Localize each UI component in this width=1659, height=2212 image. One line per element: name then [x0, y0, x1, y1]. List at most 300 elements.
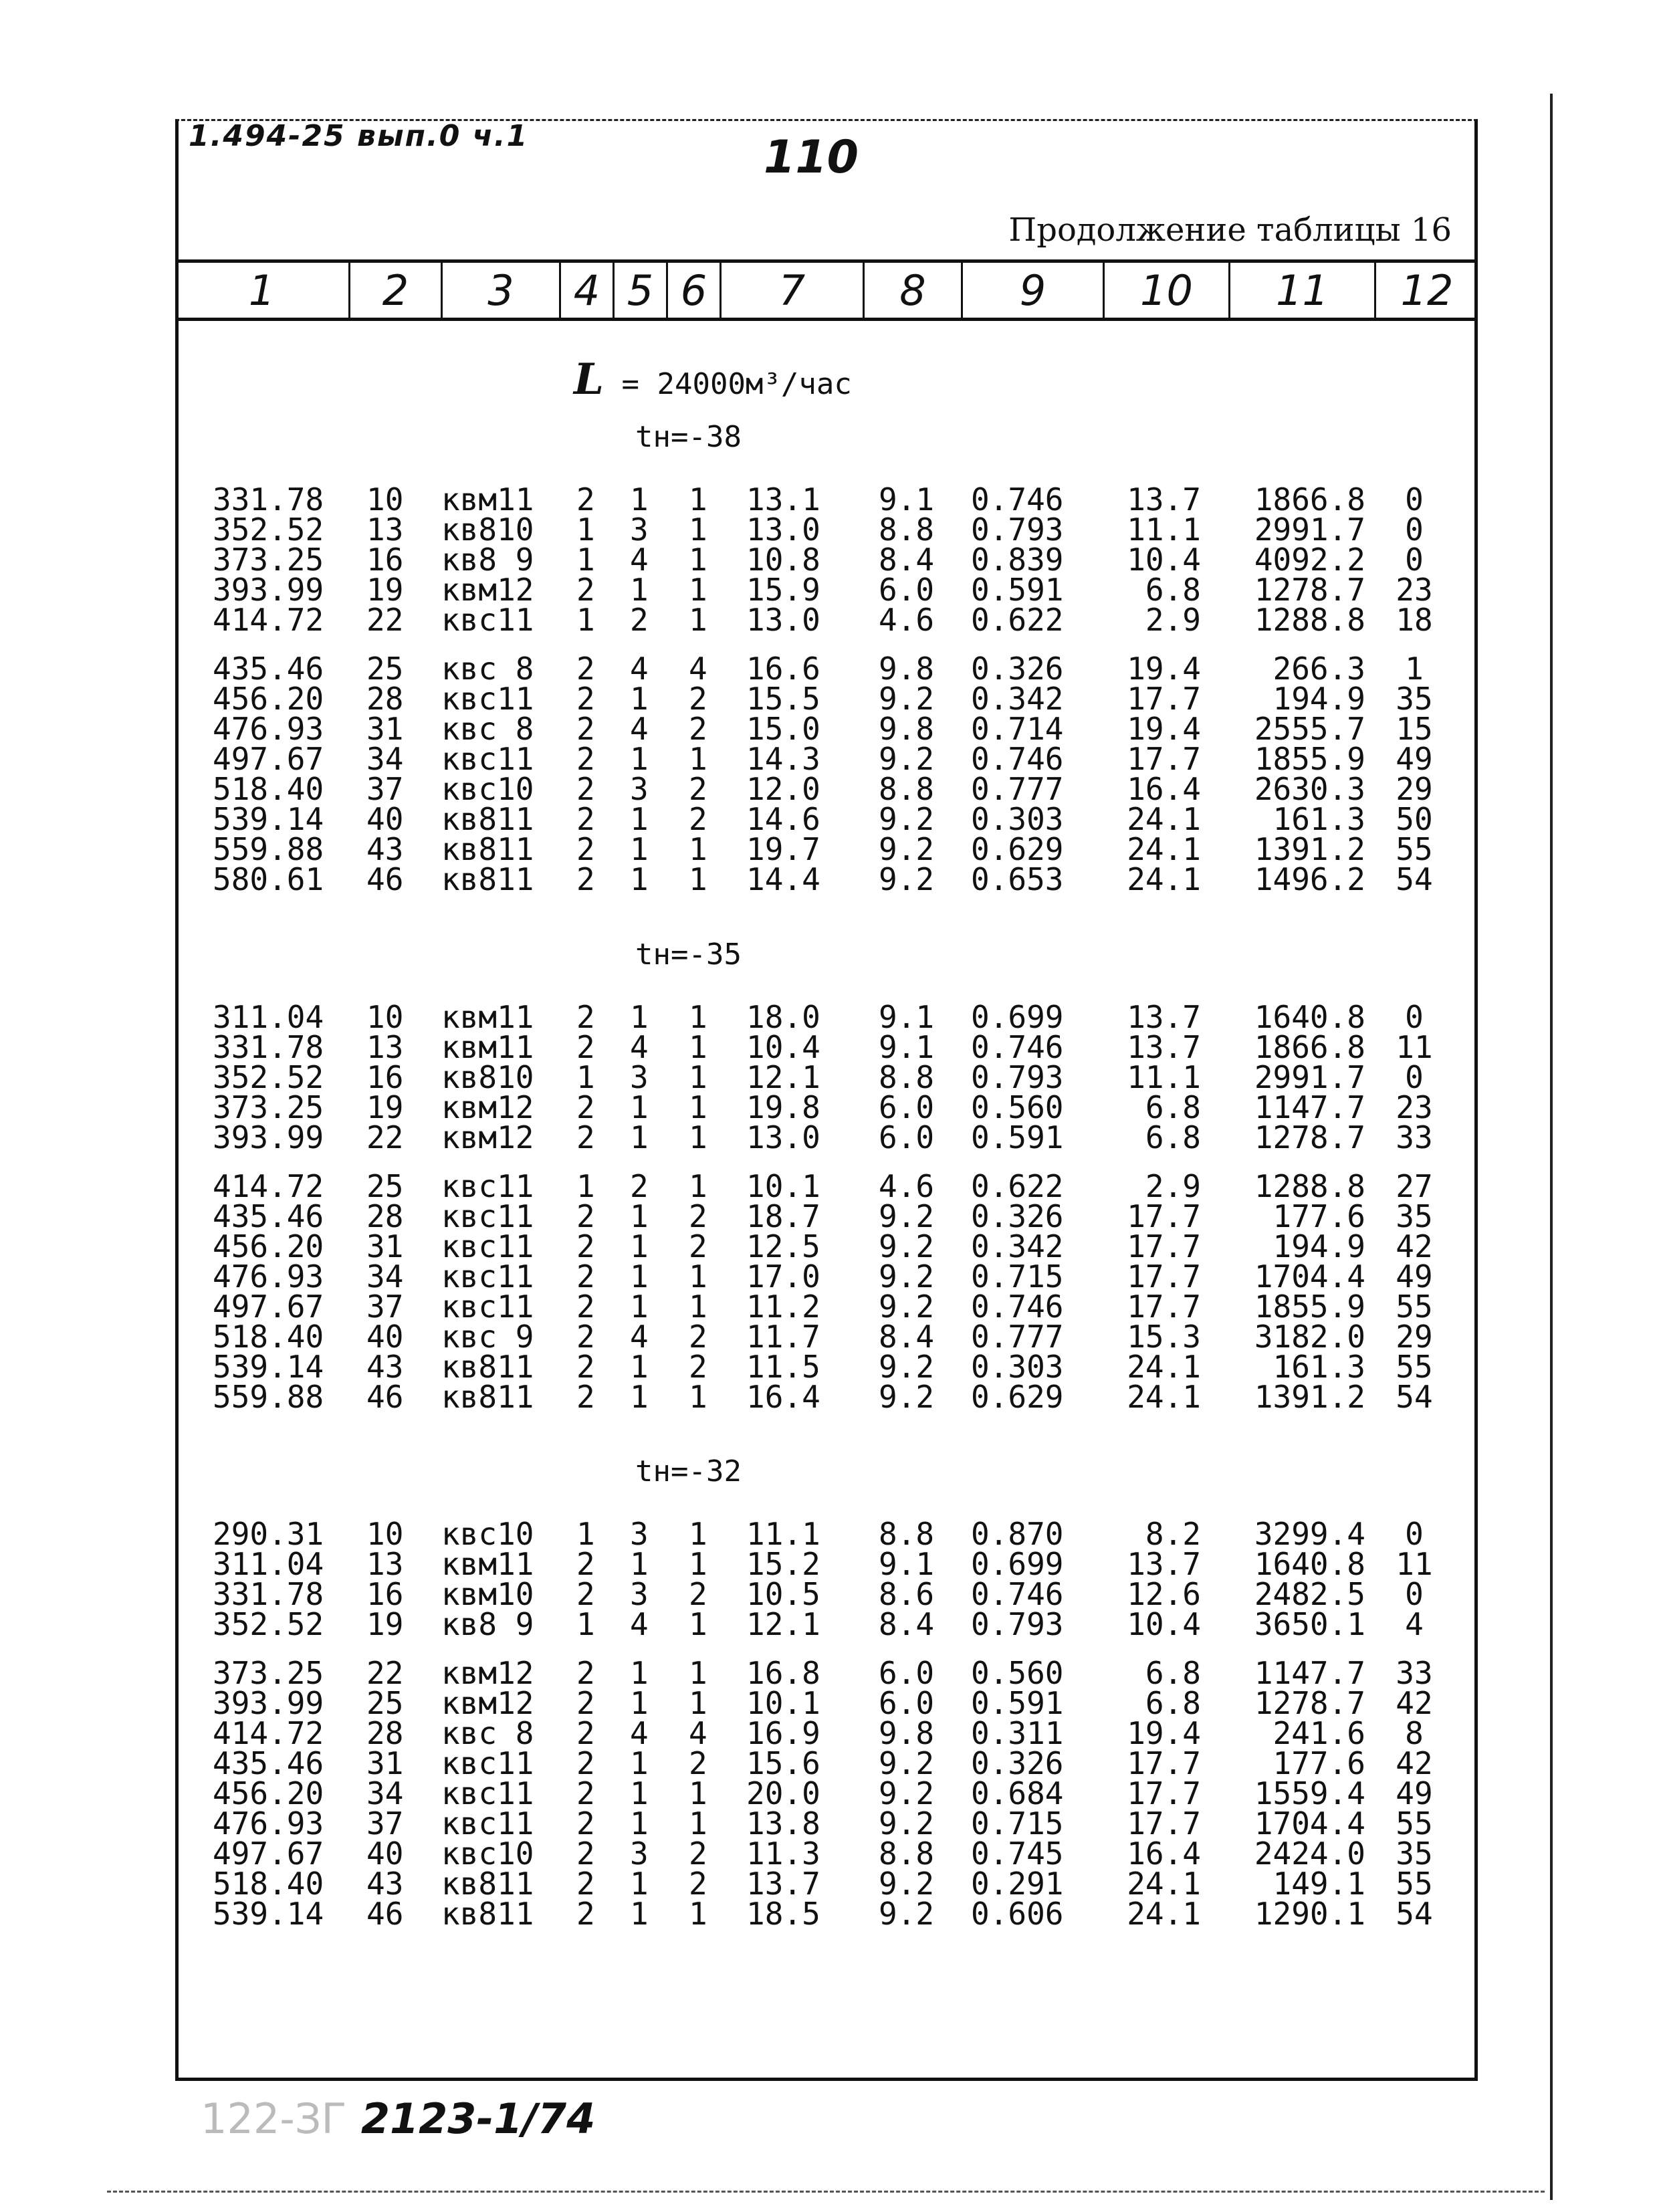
table-cell-col1: 559.88 — [213, 1379, 324, 1415]
table-cell-col9: 0.342 — [971, 1228, 1064, 1264]
table-cell-col1: 393.99 — [213, 1685, 324, 1721]
table-cell-col2: 13 — [366, 1546, 404, 1582]
table-cell-col12: 35 — [1396, 1836, 1433, 1872]
table-row — [0, 1685, 1659, 1721]
table-cell-col7: 12.5 — [746, 1228, 820, 1264]
table-cell-col3: квм10 — [441, 1576, 534, 1612]
table-cell-col9: 0.746 — [971, 1029, 1064, 1065]
table-cell-col6: 1 — [689, 1059, 707, 1095]
table-cell-col1: 435.46 — [213, 1745, 324, 1781]
table-cell-col7: 13.0 — [746, 1119, 820, 1155]
table-cell-col9: 0.745 — [971, 1836, 1064, 1872]
footer-prefix: 122-ЗГ — [201, 2094, 347, 2143]
table-cell-col5: 4 — [630, 1606, 649, 1642]
table-cell-col9: 0.793 — [971, 1059, 1064, 1095]
table-cell-col9: 0.560 — [971, 1655, 1064, 1691]
table-cell-col5: 1 — [630, 999, 649, 1035]
table-cell-col7: 13.0 — [746, 602, 820, 638]
table-cell-col6: 1 — [689, 1606, 707, 1642]
table-cell-col1: 518.40 — [213, 1319, 324, 1355]
table-cell-col10: 13.7 — [1127, 1546, 1201, 1582]
page-number: 110 — [764, 131, 859, 184]
table-cell-col9: 0.311 — [971, 1715, 1064, 1751]
table-cell-col8: 9.8 — [879, 711, 935, 747]
table-cell-col6: 1 — [689, 741, 707, 777]
table-cell-col11: 3299.4 — [1254, 1516, 1365, 1552]
table-cell-col6: 1 — [689, 1029, 707, 1065]
table-cell-col12: 23 — [1396, 1089, 1433, 1125]
table-cell-col7: 13.1 — [746, 481, 820, 518]
table-cell-col2: 19 — [366, 1089, 404, 1125]
table-cell-col12: 8 — [1405, 1715, 1424, 1751]
table-cell-col3: квс 8 — [441, 711, 534, 747]
table-cell-col1: 476.93 — [213, 711, 324, 747]
table-cell-col9: 0.342 — [971, 681, 1064, 717]
table-cell-col5: 1 — [630, 681, 649, 717]
table-cell-col2: 10 — [366, 999, 404, 1035]
table-cell-col3: квм12 — [441, 572, 534, 608]
table-cell-col10: 19.4 — [1127, 711, 1201, 747]
table-cell-col7: 19.7 — [746, 831, 820, 867]
table-cell-col1: 539.14 — [213, 1896, 324, 1932]
table-cell-col5: 1 — [630, 481, 649, 518]
table-cell-col11: 1278.7 — [1254, 1119, 1365, 1155]
table-cell-col8: 9.1 — [879, 999, 935, 1035]
table-cell-col7: 17.0 — [746, 1258, 820, 1295]
table-cell-col7: 12.0 — [746, 771, 820, 807]
table-cell-col3: кв8 9 — [441, 542, 534, 578]
table-cell-col2: 25 — [366, 651, 404, 687]
table-cell-col8: 8.8 — [879, 771, 935, 807]
table-cell-col8: 4.6 — [879, 602, 935, 638]
table-cell-col11: 194.9 — [1273, 681, 1365, 717]
table-cell-col4: 1 — [576, 1606, 595, 1642]
table-cell-col1: 331.78 — [213, 481, 324, 518]
section-label: tн=-38 — [635, 420, 742, 454]
table-cell-col3: квс10 — [441, 771, 534, 807]
table-cell-col11: 3182.0 — [1254, 1319, 1365, 1355]
table-cell-col8: 4.6 — [879, 1168, 935, 1204]
table-cell-col3: квм11 — [441, 481, 534, 518]
table-cell-col1: 497.67 — [213, 1289, 324, 1325]
table-cell-col9: 0.777 — [971, 771, 1064, 807]
table-cell-col4: 2 — [576, 481, 595, 518]
table-row — [0, 1745, 1659, 1781]
table-cell-col9: 0.303 — [971, 1349, 1064, 1385]
table-cell-col4: 2 — [576, 1805, 595, 1842]
table-row — [0, 542, 1659, 578]
table-cell-col8: 9.2 — [879, 1258, 935, 1295]
table-cell-col11: 1147.7 — [1254, 1089, 1365, 1125]
table-cell-col1: 331.78 — [213, 1576, 324, 1612]
table-cell-col1: 518.40 — [213, 771, 324, 807]
table-cell-col12: 15 — [1396, 711, 1433, 747]
table-cell-col3: кв811 — [441, 1896, 534, 1932]
table-row — [0, 1896, 1659, 1932]
table-cell-col6: 1 — [689, 572, 707, 608]
table-cell-col2: 40 — [366, 1319, 404, 1355]
table-cell-col10: 24.1 — [1127, 1896, 1201, 1932]
table-cell-col8: 9.2 — [879, 1896, 935, 1932]
table-cell-col4: 2 — [576, 1715, 595, 1751]
table-cell-col1: 456.20 — [213, 1228, 324, 1264]
table-cell-col7: 15.5 — [746, 681, 820, 717]
table-cell-col11: 1278.7 — [1254, 1685, 1365, 1721]
table-cell-col5: 1 — [630, 1258, 649, 1295]
table-cell-col10: 8.2 — [1145, 1516, 1201, 1552]
table-cell-col3: квм11 — [441, 1029, 534, 1065]
table-cell-col5: 4 — [630, 711, 649, 747]
table-cell-col12: 0 — [1405, 512, 1424, 548]
table-cell-col8: 8.8 — [879, 1059, 935, 1095]
column-header: 6 — [668, 263, 722, 318]
table-cell-col6: 1 — [689, 861, 707, 897]
table-cell-col11: 4092.2 — [1254, 542, 1365, 578]
table-cell-col4: 2 — [576, 831, 595, 867]
table-cell-col5: 3 — [630, 1576, 649, 1612]
table-cell-col4: 2 — [576, 861, 595, 897]
table-cell-col2: 37 — [366, 771, 404, 807]
table-cell-col12: 49 — [1396, 1258, 1433, 1295]
table-cell-col12: 29 — [1396, 771, 1433, 807]
table-cell-col4: 2 — [576, 681, 595, 717]
table-cell-col7: 16.6 — [746, 651, 820, 687]
table-cell-col5: 2 — [630, 1168, 649, 1204]
table-cell-col12: 33 — [1396, 1119, 1433, 1155]
table-cell-col11: 2630.3 — [1254, 771, 1365, 807]
table-cell-col3: квс11 — [441, 1168, 534, 1204]
table-row — [0, 1168, 1659, 1204]
table-cell-col7: 16.8 — [746, 1655, 820, 1691]
table-cell-col2: 46 — [366, 861, 404, 897]
table-cell-col8: 6.0 — [879, 572, 935, 608]
table-cell-col10: 2.9 — [1145, 1168, 1201, 1204]
table-cell-col2: 46 — [366, 1379, 404, 1415]
table-cell-col5: 1 — [630, 1379, 649, 1415]
table-cell-col9: 0.326 — [971, 1745, 1064, 1781]
table-cell-col4: 1 — [576, 512, 595, 548]
table-cell-col5: 3 — [630, 512, 649, 548]
table-cell-col10: 15.3 — [1127, 1319, 1201, 1355]
table-cell-col8: 6.0 — [879, 1119, 935, 1155]
table-row — [0, 831, 1659, 867]
table-cell-col10: 16.4 — [1127, 1836, 1201, 1872]
table-cell-col12: 1 — [1405, 651, 1424, 687]
table-cell-col9: 0.715 — [971, 1805, 1064, 1842]
table-cell-col8: 9.2 — [879, 831, 935, 867]
table-cell-col7: 16.9 — [746, 1715, 820, 1751]
table-cell-col11: 1704.4 — [1254, 1258, 1365, 1295]
table-cell-col7: 12.1 — [746, 1059, 820, 1095]
table-cell-col8: 9.2 — [879, 1745, 935, 1781]
column-header: 9 — [963, 263, 1105, 318]
table-row — [0, 861, 1659, 897]
table-row — [0, 512, 1659, 548]
table-cell-col6: 2 — [689, 681, 707, 717]
table-cell-col9: 0.622 — [971, 602, 1064, 638]
table-cell-col3: квм11 — [441, 1546, 534, 1582]
table-cell-col9: 0.793 — [971, 1606, 1064, 1642]
table-cell-col11: 1640.8 — [1254, 999, 1365, 1035]
table-cell-col8: 8.8 — [879, 1516, 935, 1552]
table-cell-col12: 42 — [1396, 1228, 1433, 1264]
table-cell-col2: 46 — [366, 1896, 404, 1932]
table-cell-col7: 14.4 — [746, 861, 820, 897]
table-cell-col9: 0.606 — [971, 1896, 1064, 1932]
table-cell-col1: 435.46 — [213, 651, 324, 687]
table-cell-col6: 1 — [689, 1775, 707, 1811]
table-cell-col10: 6.8 — [1145, 1089, 1201, 1125]
section-label: tн=-35 — [635, 937, 742, 972]
table-cell-col7: 12.1 — [746, 1606, 820, 1642]
table-cell-col10: 13.7 — [1127, 1029, 1201, 1065]
table-cell-col3: квм12 — [441, 1685, 534, 1721]
table-cell-col12: 50 — [1396, 801, 1433, 837]
table-cell-col3: квс11 — [441, 1198, 534, 1234]
table-cell-col7: 10.8 — [746, 542, 820, 578]
table-row — [0, 1349, 1659, 1385]
table-cell-col10: 12.6 — [1127, 1576, 1201, 1612]
table-cell-col6: 1 — [689, 1258, 707, 1295]
column-header: 11 — [1230, 263, 1376, 318]
table-cell-col5: 1 — [630, 861, 649, 897]
table-cell-col5: 1 — [630, 1896, 649, 1932]
table-cell-col2: 40 — [366, 801, 404, 837]
table-cell-col7: 15.6 — [746, 1745, 820, 1781]
table-row — [0, 1655, 1659, 1691]
table-cell-col1: 373.25 — [213, 1089, 324, 1125]
table-row — [0, 1836, 1659, 1872]
table-cell-col11: 1391.2 — [1254, 831, 1365, 867]
table-cell-col8: 9.2 — [879, 1805, 935, 1842]
table-cell-col10: 11.1 — [1127, 512, 1201, 548]
table-cell-col3: кв811 — [441, 831, 534, 867]
table-cell-col11: 2991.7 — [1254, 1059, 1365, 1095]
table-row — [0, 602, 1659, 638]
table-cell-col11: 177.6 — [1273, 1198, 1365, 1234]
table-cell-col11: 1391.2 — [1254, 1379, 1365, 1415]
table-cell-col2: 34 — [366, 1258, 404, 1295]
table-cell-col6: 1 — [689, 542, 707, 578]
table-cell-col5: 4 — [630, 651, 649, 687]
table-cell-col4: 2 — [576, 711, 595, 747]
table-cell-col2: 22 — [366, 1119, 404, 1155]
table-cell-col12: 4 — [1405, 1606, 1424, 1642]
table-cell-col3: квс11 — [441, 1745, 534, 1781]
table-cell-col4: 2 — [576, 1089, 595, 1125]
table-cell-col7: 13.0 — [746, 512, 820, 548]
table-cell-col4: 2 — [576, 1576, 595, 1612]
table-cell-col3: квс 8 — [441, 1715, 534, 1751]
table-cell-col12: 27 — [1396, 1168, 1433, 1204]
table-cell-col1: 352.52 — [213, 1059, 324, 1095]
table-row — [0, 1775, 1659, 1811]
table-cell-col4: 2 — [576, 1289, 595, 1325]
table-cell-col5: 2 — [630, 602, 649, 638]
table-cell-col4: 2 — [576, 771, 595, 807]
table-cell-col2: 43 — [366, 1866, 404, 1902]
table-cell-col6: 1 — [689, 481, 707, 518]
table-cell-col7: 10.1 — [746, 1685, 820, 1721]
table-cell-col9: 0.777 — [971, 1319, 1064, 1355]
table-cell-col12: 0 — [1405, 1059, 1424, 1095]
table-cell-col10: 24.1 — [1127, 1866, 1201, 1902]
table-cell-col4: 1 — [576, 1168, 595, 1204]
table-cell-col11: 1559.4 — [1254, 1775, 1365, 1811]
table-cell-col5: 1 — [630, 801, 649, 837]
table-cell-col12: 42 — [1396, 1745, 1433, 1781]
table-cell-col4: 2 — [576, 1896, 595, 1932]
table-cell-col4: 2 — [576, 741, 595, 777]
table-cell-col9: 0.870 — [971, 1516, 1064, 1552]
table-cell-col11: 1855.9 — [1254, 1289, 1365, 1325]
table-cell-col6: 1 — [689, 1089, 707, 1125]
table-cell-col11: 1496.2 — [1254, 861, 1365, 897]
table-cell-col10: 6.8 — [1145, 1685, 1201, 1721]
table-cell-col4: 2 — [576, 1349, 595, 1385]
table-cell-col12: 35 — [1396, 681, 1433, 717]
table-cell-col3: кв810 — [441, 1059, 534, 1095]
table-cell-col5: 4 — [630, 542, 649, 578]
table-cell-col3: квм12 — [441, 1119, 534, 1155]
table-cell-col10: 6.8 — [1145, 1655, 1201, 1691]
table-cell-col11: 2424.0 — [1254, 1836, 1365, 1872]
table-cell-col11: 1288.8 — [1254, 602, 1365, 638]
table-cell-col3: кв810 — [441, 512, 534, 548]
table-cell-col12: 49 — [1396, 741, 1433, 777]
section-label: tн=-32 — [635, 1454, 742, 1488]
table-row — [0, 711, 1659, 747]
table-cell-col9: 0.591 — [971, 572, 1064, 608]
table-cell-col1: 476.93 — [213, 1258, 324, 1295]
table-cell-col8: 8.4 — [879, 1319, 935, 1355]
table-cell-col6: 1 — [689, 512, 707, 548]
table-cell-col3: кв8 9 — [441, 1606, 534, 1642]
table-cell-col1: 518.40 — [213, 1866, 324, 1902]
table-cell-col5: 1 — [630, 1655, 649, 1691]
table-cell-col11: 1147.7 — [1254, 1655, 1365, 1691]
table-cell-col1: 393.99 — [213, 572, 324, 608]
table-cell-col7: 18.0 — [746, 999, 820, 1035]
table-cell-col7: 14.6 — [746, 801, 820, 837]
table-cell-col2: 13 — [366, 1029, 404, 1065]
footer-code — [201, 2094, 595, 2143]
table-cell-col1: 414.72 — [213, 1715, 324, 1751]
table-cell-col6: 1 — [689, 1896, 707, 1932]
table-cell-col7: 11.2 — [746, 1289, 820, 1325]
table-cell-col6: 2 — [689, 1198, 707, 1234]
table-cell-col1: 497.67 — [213, 1836, 324, 1872]
table-cell-col5: 1 — [630, 1775, 649, 1811]
table-cell-col5: 4 — [630, 1029, 649, 1065]
table-cell-col10: 17.7 — [1127, 1775, 1201, 1811]
table-cell-col3: квс11 — [441, 1805, 534, 1842]
table-row — [0, 481, 1659, 518]
table-cell-col12: 11 — [1396, 1029, 1433, 1065]
table-cell-col9: 0.326 — [971, 651, 1064, 687]
table-cell-col12: 29 — [1396, 1319, 1433, 1355]
table-cell-col2: 34 — [366, 1775, 404, 1811]
table-row — [0, 1029, 1659, 1065]
table-cell-col2: 37 — [366, 1805, 404, 1842]
table-cell-col10: 17.7 — [1127, 1289, 1201, 1325]
table-row — [0, 801, 1659, 837]
table-cell-col8: 8.8 — [879, 1836, 935, 1872]
table-cell-col5: 4 — [630, 1715, 649, 1751]
table-cell-col10: 17.7 — [1127, 1745, 1201, 1781]
table-cell-col4: 2 — [576, 1836, 595, 1872]
table-cell-col9: 0.715 — [971, 1258, 1064, 1295]
table-cell-col10: 16.4 — [1127, 771, 1201, 807]
table-cell-col4: 2 — [576, 999, 595, 1035]
table-row — [0, 1089, 1659, 1125]
table-cell-col6: 4 — [689, 651, 707, 687]
table-cell-col10: 19.4 — [1127, 651, 1201, 687]
table-cell-col4: 2 — [576, 1319, 595, 1355]
column-header: 3 — [443, 263, 561, 318]
table-cell-col5: 1 — [630, 1805, 649, 1842]
table-cell-col2: 16 — [366, 1059, 404, 1095]
table-cell-col5: 3 — [630, 1059, 649, 1095]
table-cell-col10: 10.4 — [1127, 1606, 1201, 1642]
table-cell-col12: 49 — [1396, 1775, 1433, 1811]
table-row — [0, 1805, 1659, 1842]
table-cell-col9: 0.684 — [971, 1775, 1064, 1811]
table-cell-col12: 54 — [1396, 861, 1433, 897]
table-cell-col1: 352.52 — [213, 1606, 324, 1642]
table-cell-col9: 0.746 — [971, 481, 1064, 518]
table-row — [0, 572, 1659, 608]
table-cell-col12: 42 — [1396, 1685, 1433, 1721]
table-cell-col9: 0.839 — [971, 542, 1064, 578]
table-cell-col4: 2 — [576, 1685, 595, 1721]
table-cell-col5: 1 — [630, 1349, 649, 1385]
table-cell-col10: 17.7 — [1127, 1258, 1201, 1295]
table-continuation-title: Продолжение таблицы 16 — [1008, 211, 1452, 249]
table-cell-col1: 456.20 — [213, 681, 324, 717]
table-cell-col1: 331.78 — [213, 1029, 324, 1065]
table-cell-col6: 2 — [689, 1836, 707, 1872]
table-cell-col9: 0.746 — [971, 741, 1064, 777]
table-cell-col8: 6.0 — [879, 1685, 935, 1721]
table-cell-col9: 0.714 — [971, 711, 1064, 747]
table-cell-col10: 24.1 — [1127, 831, 1201, 867]
table-cell-col11: 241.6 — [1273, 1715, 1365, 1751]
table-cell-col9: 0.560 — [971, 1089, 1064, 1125]
table-cell-col1: 539.14 — [213, 801, 324, 837]
table-cell-col6: 2 — [689, 1745, 707, 1781]
table-cell-col9: 0.629 — [971, 831, 1064, 867]
table-cell-col8: 9.2 — [879, 1866, 935, 1902]
table-cell-col6: 1 — [689, 1289, 707, 1325]
table-cell-col2: 25 — [366, 1685, 404, 1721]
table-cell-col4: 2 — [576, 1866, 595, 1902]
table-cell-col2: 43 — [366, 1349, 404, 1385]
table-cell-col7: 11.1 — [746, 1516, 820, 1552]
table-cell-col1: 476.93 — [213, 1805, 324, 1842]
table-cell-col3: квс11 — [441, 1289, 534, 1325]
table-row — [0, 771, 1659, 807]
table-cell-col4: 2 — [576, 1546, 595, 1582]
table-cell-col11: 1640.8 — [1254, 1546, 1365, 1582]
airflow-label — [574, 354, 852, 405]
table-cell-col5: 1 — [630, 1198, 649, 1234]
table-cell-col2: 28 — [366, 1715, 404, 1751]
table-cell-col7: 13.8 — [746, 1805, 820, 1842]
table-row — [0, 1516, 1659, 1552]
table-cell-col11: 177.6 — [1273, 1745, 1365, 1781]
table-cell-col10: 24.1 — [1127, 861, 1201, 897]
